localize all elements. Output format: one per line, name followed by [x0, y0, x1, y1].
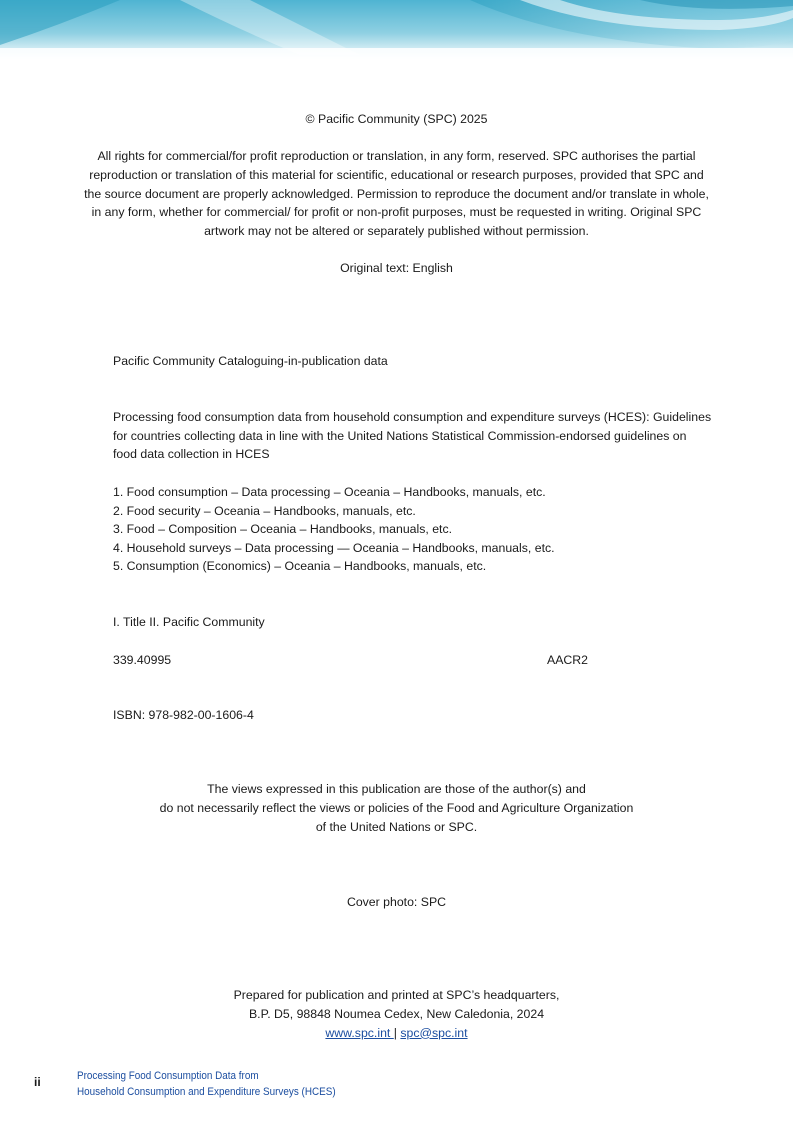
subject-item: 2. Food security – Oceania – Handbooks, manuals, etc. [113, 503, 416, 518]
link-separator: | [393, 1025, 397, 1040]
header-wave-graphic [0, 0, 793, 60]
contact-line [70, 1024, 723, 1043]
subject-list [113, 483, 723, 576]
cip-title: Processing food consumption data from household consumption and expenditure surveys (HCES): Guidelines for countries collecting data in line with the United Nations Statistical Commission-endorsed guidelines on food data collection in HCES [113, 410, 712, 462]
prepared-line: Prepared for publication and printed at SPC’s headquarters, [233, 988, 560, 1002]
cover-photo-credit: Cover photo: SPC [346, 895, 447, 909]
subject-item: 1. Food consumption – Data processing – Oceania – Handbooks, manuals, etc. [113, 485, 546, 499]
cip-heading: Pacific Community Cataloguing-in-publication data [113, 354, 388, 368]
page-number: ii [34, 1075, 41, 1089]
prepared-block [70, 986, 723, 1042]
address-line: B.P. D5, 98848 Noumea Cedex, New Caledonia, 2024 [248, 1006, 545, 1021]
footer-publication-title: Processing Food Consumption Data from Household Consumption and Expenditure Surveys (HCES) [77, 1070, 336, 1098]
subject-item: 4. Household surveys – Data processing — Oceania – Handbooks, manuals, etc. [113, 540, 555, 555]
cataloguing-rules: AACR2 [547, 653, 589, 667]
original-text-line: Original text: English [340, 261, 453, 275]
website-link[interactable]: www.spc.int [325, 1025, 394, 1040]
isbn-line: ISBN: 978-982-00-1606-4 [113, 708, 254, 722]
classification-row [113, 651, 613, 669]
classification-number: 339.40995 [113, 653, 172, 667]
rights-paragraph: All rights for commercial/for profit reproduction or translation, in any form, reserved. SPC authorises the partial reproduction or translation of this material for scientific, educational or research purposes, provided that SPC and the source document are properly acknowledged. Permission to reproduce the document and/or translate in whole, in any form, whether for commercial/ for profit or non-profit purposes, must be requested in writing. Original SPC artwork may not be altered or separately published without permission. [84, 149, 709, 239]
title-line: I. Title II. Pacific Community [113, 615, 265, 629]
disclaimer-paragraph: The views expressed in this publication are those of the author(s) and do not necessarily reflect the views or policies of the Food and Agriculture Organization of the United Nations or SPC. [159, 782, 634, 834]
subject-item: 3. Food – Composition – Oceania – Handbooks, manuals, etc. [113, 522, 453, 537]
email-link[interactable]: spc@spc.int [400, 1025, 468, 1040]
subject-item: 5. Consumption (Economics) – Oceania – Handbooks, manuals, etc. [113, 559, 487, 574]
copyright-line: © Pacific Community (SPC) 2025 [305, 112, 488, 126]
header-banner [0, 0, 793, 60]
